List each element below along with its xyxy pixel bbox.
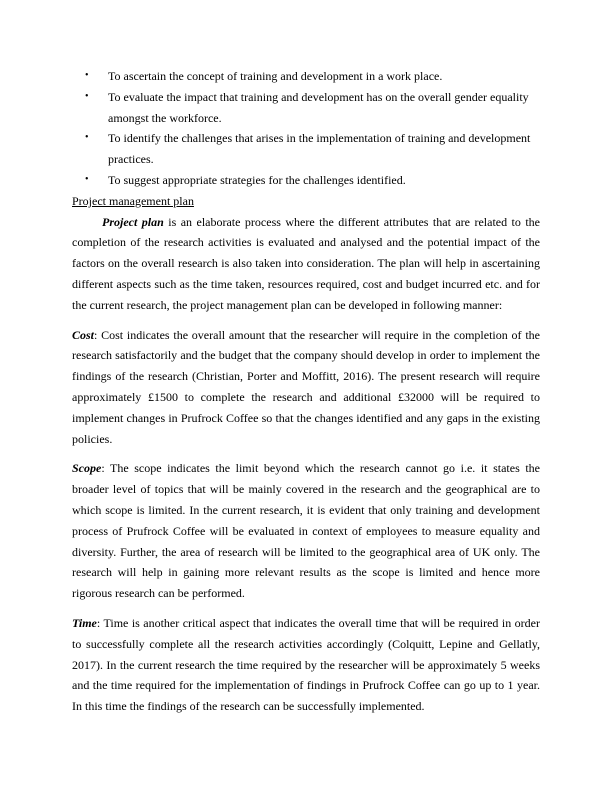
list-item xyxy=(72,170,540,191)
project-plan-text: is an elaborate process where the different attributes that are related to the completion of the research activities is evaluated and analysed and the potential impact of the factors on the overall research is also taken into consideration. The plan will help in ascertaining different aspects such as the time taken, resources required, cost and budget incurred etc. and for the current research, the project management plan can be developed in following manner: xyxy=(72,214,541,312)
project-plan-term: Project plan xyxy=(102,214,164,229)
time-paragraph xyxy=(72,613,540,717)
bullet-icon: • xyxy=(85,70,89,81)
cost-text: : Cost indicates the overall amount that the researcher will require in the completion of the research satisfactorily and the budget that the company should develop in order to implement the findings of the research (Christian, Porter and Moffitt, 2016). The present research will require approximately £1500 to complete the research and additional £32000 will be required to implement changes in Prufrock Coffee so that the changes identified and any gaps in the existing policies. xyxy=(72,327,540,446)
cost-term: Cost xyxy=(72,327,95,342)
section-heading: Project management plan xyxy=(72,193,194,208)
list-item xyxy=(72,128,540,170)
list-item xyxy=(72,87,540,129)
time-term: Time xyxy=(72,615,97,630)
scope-text: : The scope indicates the limit beyond which the research cannot go i.e. it states the broader level of topics that will be mainly covered in the research and the geographical are to which scope is limited. In the current research, it is evident that only training and development process of Prufrock Coffee will be evaluated in context of employees to measure equality and diversity. Further, the area of research will be limited to the geographical area of UK only. The research will help in gaining more relevant results as the scope is limited and hence more rigorous research can be performed. xyxy=(72,461,540,601)
objectives-list xyxy=(72,66,540,191)
bullet-text: To evaluate the impact that training and development has on the overall gender equality amongst the workforce. xyxy=(108,89,529,125)
bullet-icon: • xyxy=(85,132,89,144)
bullet-text: To identify the challenges that arises in the implementation of training and development practices. xyxy=(108,131,531,167)
list-item xyxy=(72,66,540,87)
document-page xyxy=(72,66,540,717)
bullet-icon: • xyxy=(85,90,89,102)
bullet-text: To suggest appropriate strategies for the challenges identified. xyxy=(108,172,406,187)
bullet-icon: • xyxy=(85,173,89,185)
cost-paragraph xyxy=(72,325,540,450)
scope-term: Scope xyxy=(72,461,102,476)
bullet-text: To ascertain the concept of training and development in a work place. xyxy=(108,69,443,83)
time-text: : Time is another critical aspect that indicates the overall time that will be required in order to successfully complete all the research activities accordingly (Colquitt, Lepine and Gellatly, 2017). In the current research the time required by the researcher will be approximately 5 weeks and the time required for the implementation of findings in Prufrock Coffee can go up to 1 year. In this time the findings of the research can be successfully implemented. xyxy=(72,615,540,714)
project-plan-paragraph xyxy=(72,212,540,316)
scope-paragraph xyxy=(72,458,540,604)
